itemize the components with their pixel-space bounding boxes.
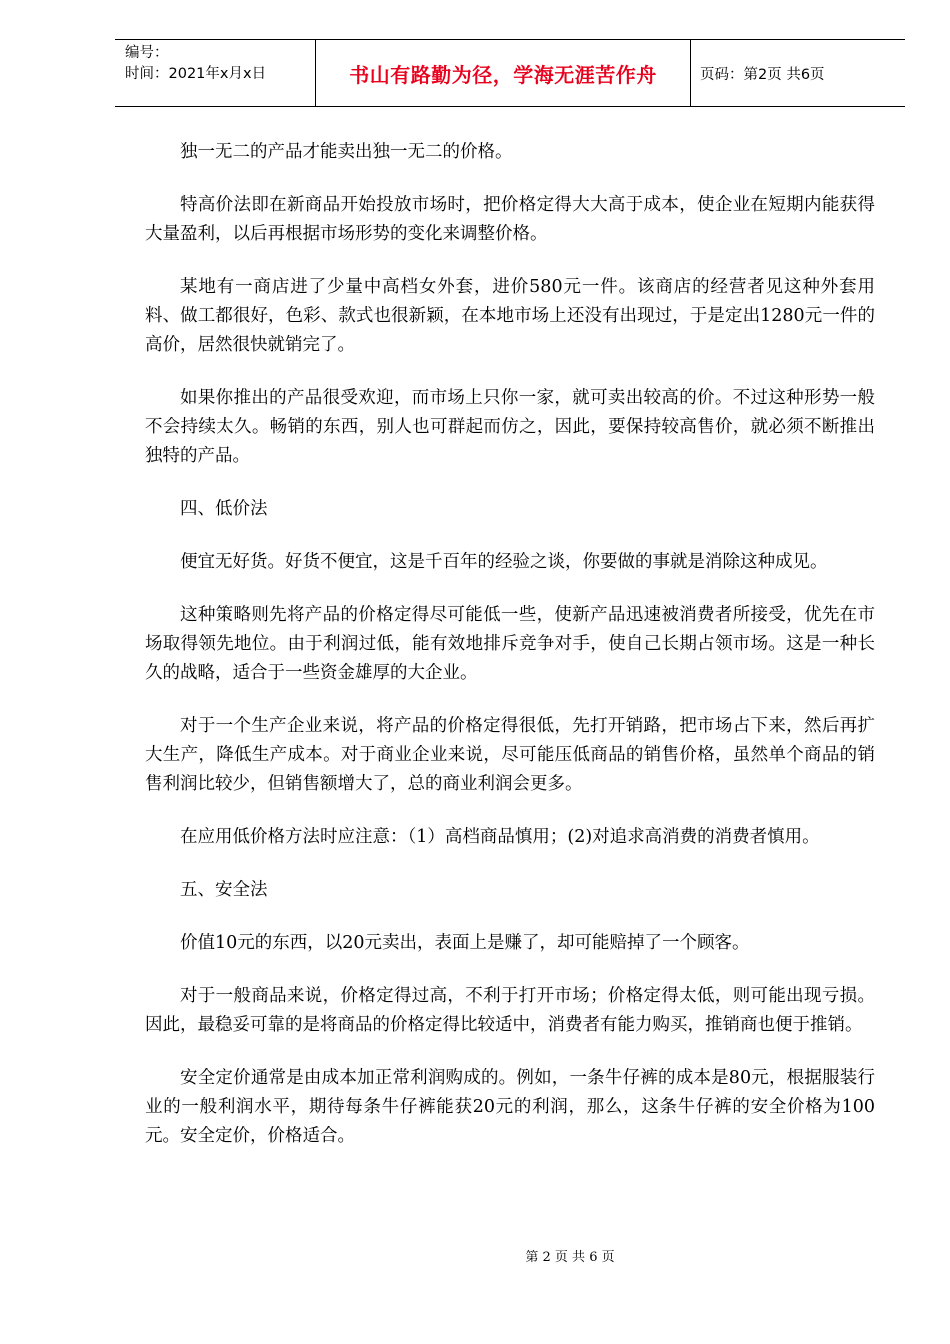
document-body: [145, 138, 875, 1175]
paragraph: 这种策略则先将产品的价格定得尽可能低一些，使新产品迅速被消费者所接受，优先在市场取得领先地位。由于利润过低，能有效地排斥竞争对手，使自己长期占领市场。这是一种长久的战略，适合于一些资金雄厚的大企业。: [145, 605, 875, 683]
paragraph: 安全定价通常是由成本加正常利润购成的。例如，一条牛仔裤的成本是80元，根据服装行业的一般利润水平，期待每条牛仔裤能获20元的利润，那么，这条牛仔裤的安全价格为100元。安全定价，价格适合。: [145, 1068, 875, 1146]
document-date: 时间：2021年x月x日: [125, 66, 267, 82]
header-meta: [125, 43, 320, 85]
paragraph: 特高价法即在新商品开始投放市场时，把价格定得大大高于成本，使企业在短期内能获得大量盈利，以后再根据市场形势的变化来调整价格。: [145, 195, 875, 244]
paragraph: 价值10元的东西，以20元卖出，表面上是赚了，却可能赔掉了一个顾客。: [180, 933, 750, 953]
section-heading: 四、低价法: [180, 499, 268, 519]
header-divider: [690, 40, 691, 106]
paragraph: 便宜无好货。好货不便宜，这是千百年的经验之谈，你要做的事就是消除这种成见。: [180, 552, 828, 572]
paragraph: 如果你推出的产品很受欢迎，而市场上只你一家，就可卖出较高的价。不过这种形势一般不会持续太久。畅销的东西，别人也可群起而仿之，因此，要保持较高售价，就必须不断推出独特的产品。: [145, 388, 875, 466]
paragraph: 独一无二的产品才能卖出独一无二的价格。: [180, 142, 513, 162]
paragraph: 对于一个生产企业来说，将产品的价格定得很低，先打开销路，把市场占下来，然后再扩大生产，降低生产成本。对于商业企业来说，尽可能压低商品的销售价格，虽然单个商品的销售利润比较少，但销售额增大了，总的商业利润会更多。: [145, 716, 875, 794]
page-footer: 第 2 页 共 6 页: [525, 1250, 615, 1265]
header-motto: 书山有路勤为径，学海无涯苦作舟: [349, 62, 657, 87]
page-header: [115, 39, 905, 107]
header-page-number: 页码：第2页 共6页: [700, 66, 825, 83]
section-heading: 五、安全法: [180, 880, 268, 900]
paragraph: 对于一般商品来说，价格定得过高，不利于打开市场；价格定得太低，则可能出现亏损。因此，最稳妥可靠的是将商品的价格定得比较适中，消费者有能力购买，推销商也便于推销。: [145, 986, 875, 1035]
paragraph: 在应用低价格方法时应注意：（1）高档商品慎用；(2)对追求高消费的消费者慎用。: [180, 827, 820, 847]
document-number: 编号：: [125, 45, 169, 61]
paragraph: 某地有一商店进了少量中高档女外套，进价580元一件。该商店的经营者见这种外套用料、做工都很好，色彩、款式也很新颖，在本地市场上还没有出现过，于是定出1280元一件的高价，居然很快就销完了。: [145, 277, 875, 355]
